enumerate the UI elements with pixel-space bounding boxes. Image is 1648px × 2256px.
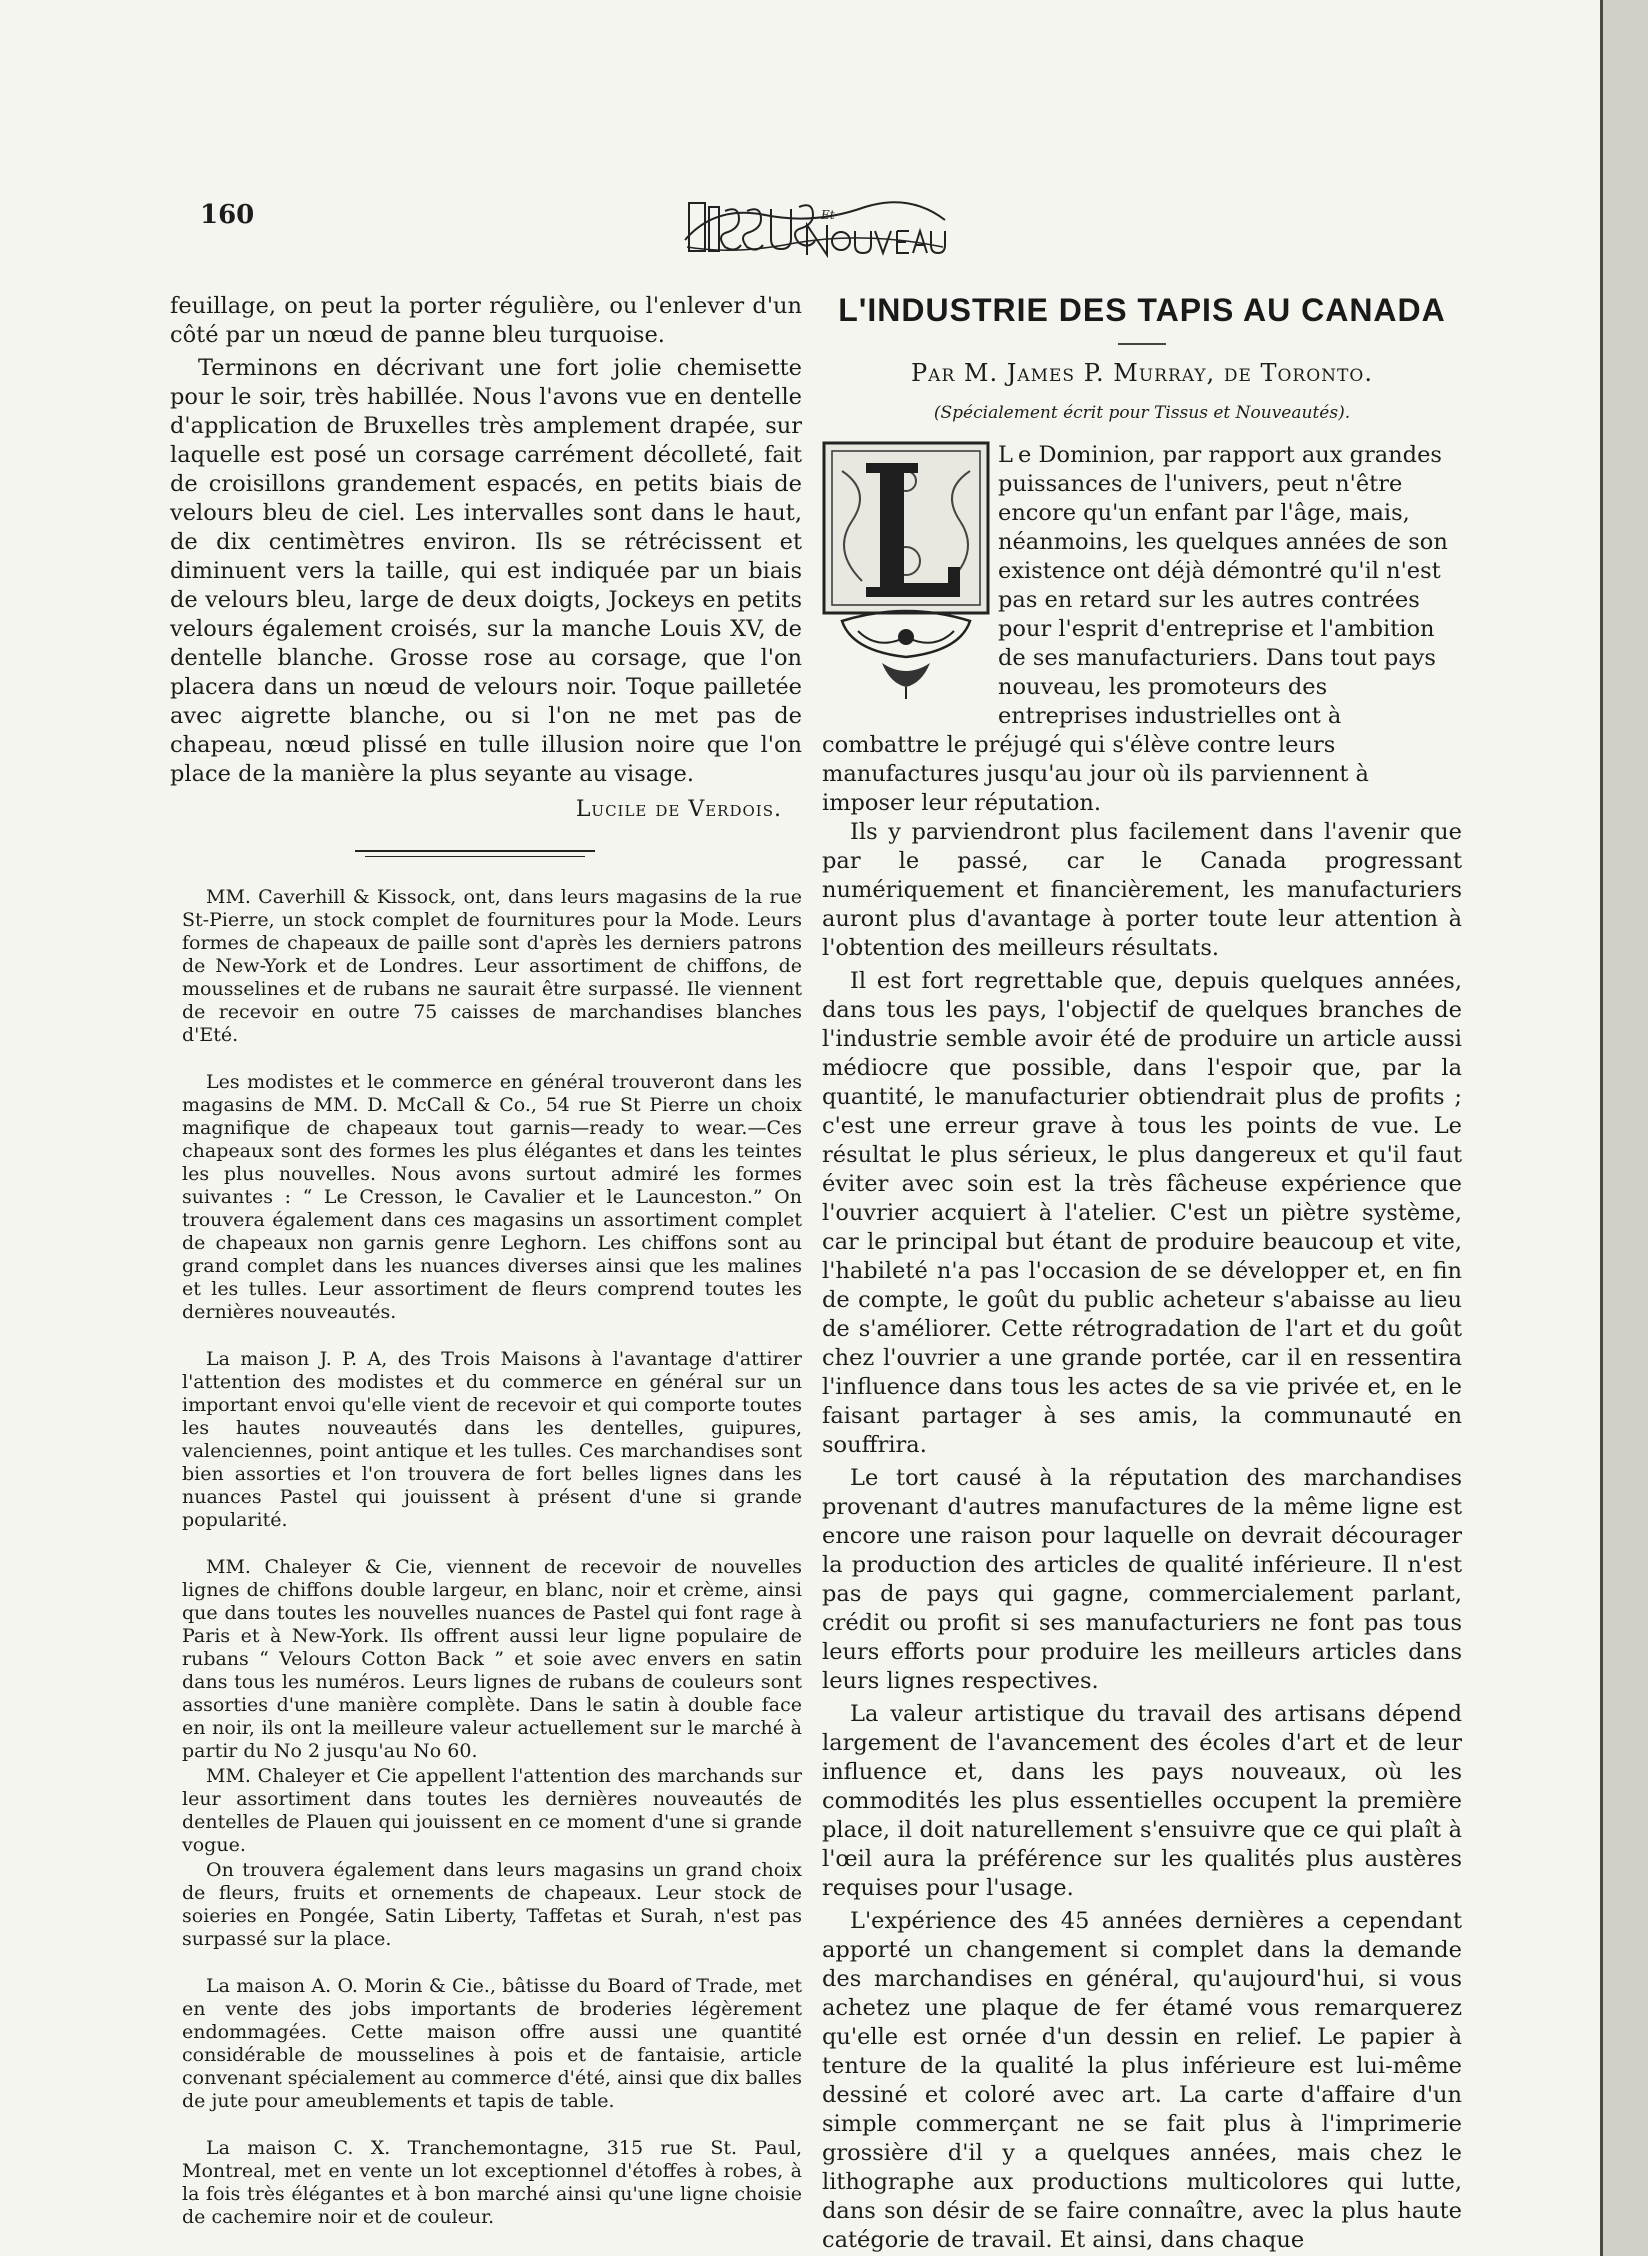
notice-mccall: Les modistes et le commerce en général trouveront dans les magasins de MM. D. McCall & Co., 54 rue St Pierre un choix magnifique de chapeaux tout garnis—ready to wear.—Ces chapeaux sont des formes les plus élégantes et dans les teintes les plus nouvelles. Nous avons surtout admiré les formes suivantes : “ Le Cresson, le Cavalier et le Launceston.” On trouvera également dans ces magasins un assortiment complet de chapeaux non garnis genre Leghorn. Les chiffons sont au grand complet dans les nuances diverses ainsi que les malines et les tulles. Leur assortiment de fleurs comprend toutes les dernières nouveautés. <box>182 1071 802 1323</box>
author-signature: Lucile de Verdois. <box>575 797 782 822</box>
left-paragraph-1: feuillage, on peut la porter régulière, ou l'enlever d'un côté par un nœud de panne bleu turquoise. <box>170 293 802 348</box>
masthead-logo <box>675 185 955 265</box>
right-paragraph-2: Il est fort regrettable que, depuis quelques années, dans tous les pays, l'objectif de quelques branches de l'industrie semble avoir été de produire un article aussi médiocre que possible, dans l'espoir que, par la quantité, le manufacturier obtiendrait plus de profits ; c'est une erreur grave à tous les points de vue. Le résultat le plus sérieux, le plus dangereux et qu'il faut éviter avec soin est la très fâcheuse expérience que l'ouvrier acquiert à l'atelier. C'est un piètre système, car le principal but étant de produire beaucoup et vite, l'habileté n'a pas l'occasion de se développer et, en fin de compte, le goût du public acheteur s'abaisse au lieu de s'améliorer. Cette rétrogradation de l'art et du goût chez l'ouvrier a une grande portée, car il en ressentira l'influence dans tous les actes de sa vie privée et, en le faisant partager à ses amis, la communauté en souffrira. <box>822 968 1462 1458</box>
separator-rule <box>170 822 802 866</box>
page-number: 160 <box>200 200 255 230</box>
title-rule <box>1118 343 1166 345</box>
dropcap-ornament <box>822 441 990 703</box>
notice-tranchemontagne: La maison C. X. Tranchemontagne, 315 rue St. Paul, Montreal, met en vente un lot exceptionnel d'étoffes à robes, à la fois très élégantes et à bon marché ainsi qu'une ligne choisie de cachemire noir et de couleur. <box>182 2137 802 2228</box>
page-edge <box>1600 0 1648 2256</box>
lead-paragraph: e Dominion, par rapport aux grandes puissances de l'univers, peut n'être encore qu'un enfant par l'âge, mais, néanmoins, les quelques années de son existence ont déjà démontré qu'il n'est pas en retard sur les autres contrées pour l'esprit d'entreprise et l'ambition de ses manufacturiers. Dans tout pays nouveau, les promoteurs des entreprises industrielles ont à combattre le préjugé qui s'élève contre leurs manufactures jusqu'au jour où ils parviennent à imposer leur réputation. <box>822 442 1448 816</box>
right-paragraph-4: La valeur artistique du travail des artisans dépend largement de l'avancement des écoles d'art et de leur influence et, dans les pays nouveaux, où les commodités les plus essentielles occupent la première place, il doit naturellement s'ensuivre que ce qui plaît à l'œil aura la préférence sur les qualités plus austères requises pour l'usage. <box>822 1701 1462 1901</box>
right-paragraph-1: Ils y parviendront plus facilement dans l'avenir que par le passé, car le Canada progressant numériquement et financièrement, les manufacturiers auront plus d'avantage à porter toute leur attention à l'obtention des meilleurs résultats. <box>822 819 1462 961</box>
article-title: L'INDUSTRIE DES TAPIS AU CANADA <box>838 292 1446 328</box>
notice-chaleyer-2: MM. Chaleyer et Cie appellent l'attention des marchands sur leur assortiment dans toutes les dernières nouveautés de dentelles de Plauen qui jouissent en ce moment d'une si grande vogue. <box>182 1765 802 1856</box>
notice-chaleyer-1: MM. Chaleyer & Cie, viennent de recevoir de nouvelles lignes de chiffons double largeur, en blanc, noir et crème, ainsi que dans toutes les nouvelles nuances de Pastel qui font rage à Paris et à New-York. Ils offrent aussi leur ligne populaire de rubans “ Velours Cotton Back ” et soie avec envers en satin dans tous les numéros. Leurs lignes de rubans de couleurs sont assorties d'une manière complète. Dans le satin à double face en noir, ils ont la meilleure valeur actuellement sur le marché à partir du No 2 jusqu'au No 60. <box>182 1556 802 1762</box>
notice-caverhill: MM. Caverhill & Kissock, ont, dans leurs magasins de la rue St-Pierre, un stock complet de fournitures pour la Mode. Leurs formes de chapeaux de paille sont d'après les derniers patrons de New-York et de Londres. Leur assortiment de chiffons, de mousselines et de rubans ne saurait être surpassé. Ile viennent de recevoir en outre 75 caisses de marchandises blanches d'Eté. <box>182 886 802 1046</box>
right-paragraph-5: L'expérience des 45 années dernières a cependant apporté un changement si complet dans la demande des marchandises en général, qu'aujourd'hui, si vous achetez une plaque de fer étamé vous remarquerez qu'elle est ornée d'un dessin en relief. Le papier à tenture de la qualité la plus inférieure est lui-même dessiné et coloré avec art. La carte d'affaire d'un simple commerçant ne se fait plus à l'imprimerie grossière d'il y a quelques années, mais chez le lithographe aux productions multicolores qui lutte, dans son désir de se faire connaître, avec la plus haute catégorie de travail. Et ainsi, dans chaque <box>822 1908 1462 2253</box>
article-byline: Par M. James P. Murray, de Toronto. <box>911 359 1373 387</box>
right-paragraph-3: Le tort causé à la réputation des marchandises provenant d'autres manufactures de la même ligne est encore une raison pour laquelle on devrait décourager la production des articles de qualité inférieure. Il n'est pas de pays qui gagne, commercialement parlant, crédit ou profit si ses manufacturiers ne font pas tous leurs efforts pour produire les meilleurs articles dans leurs lignes respectives. <box>822 1465 1462 1694</box>
lead-block <box>822 441 1462 818</box>
notice-morin: La maison A. O. Morin & Cie., bâtisse du Board of Trade, met en vente des jobs importants de broderies légèrement endommagées. Cette maison offre aussi une quantité considérable de mousselines à pois et de fantaisie, article convenant spécialement au commerce d'été, ainsi que dix balles de jute pour ameublements et tapis de table. <box>182 1975 802 2112</box>
ornamental-dropcap <box>822 441 990 703</box>
right-column <box>822 292 1462 2253</box>
left-paragraph-2: Terminons en décrivant une fort jolie chemisette pour le soir, très habillée. Nous l'avons vue en dentelle d'application de Bruxelles très amplement drapée, sur laquelle est posé un corsage carrément décolleté, fait de croisillons grandement espacés, en petits biais de velours bleu de ciel. Les intervalles sont dans le haut, de dix centimètres environ. Ils se rétrécissent et diminuent vers la taille, qui est indiquée par un biais de velours bleu, large de deux doigts, Jockeys en petits velours également croisés, sur la manche Louis XV, de dentelle blanche. Grosse rose au corsage, que l'on placera dans un nœud de velours noir. Toque pailletée avec aigrette blanche, ou si l'on ne met pas de chapeau, nœud plissé en tulle illusion noire que l'on place de la manière la plus seyante au visage. <box>170 355 802 787</box>
svg-text:Et: Et <box>821 208 835 222</box>
notice-jpa: La maison J. P. A, des Trois Maisons à l'avantage d'attirer l'attention des modistes et du commerce en général sur un important envoi qu'elle vient de recevoir et qui comporte toutes les hautes nouveautés dans les dentelles, guipures, valenciennes, point antique et les tulles. Ces marchandises sont bien assorties et l'on trouvera de fort belles lignes dans les nuances Pastel qui jouissent à présent d'une si grande popularité. <box>182 1348 802 1531</box>
article-note: (Spécialement écrit pour Tissus et Nouveautés). <box>933 403 1351 423</box>
notice-chaleyer-3: On trouvera également dans leurs magasins un grand choix de fleurs, fruits et ornements de chapeaux. Leur stock de soieries en Pongée, Satin Liberty, Taffetas et Surah, n'est pas surpassé sur la place. <box>182 1859 802 1950</box>
masthead-logo-art <box>675 185 955 265</box>
dropcap-letter: L <box>998 442 1013 468</box>
left-column <box>170 292 802 2228</box>
